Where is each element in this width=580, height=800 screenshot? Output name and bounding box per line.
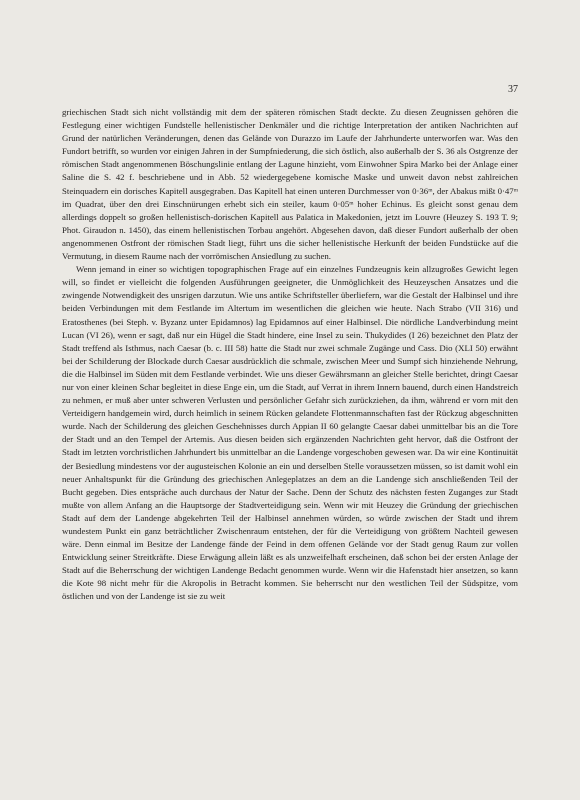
paragraph: griechischen Stadt sich nicht vollständig mit dem der späteren römischen Stadt deckte. Zu diesen Zeugnissen gehören die Festlegung einer wichtigen Fundstelle hellenistischer Denkmäler und die richtige Interpretation der antiken Nachrichten auf Grund der natürlichen Veränderungen, denen das Gelände von Durazzo im Laufe der Jahrhunderte unterworfen war. Was den Fundort betrifft, so wurden vor einigen Jahren in der Sumpfniederung, die sich östlich, also außerhalb der S. 36 als Ostgrenze der römischen Stadt angenommenen Böschungslinie entlang der Lagune hinzieht, vom Einwohner Spira Marko bei der Anlage einer Saline die S. 42 f. beschriebene und in Abb. 52 wiedergegebene komische Maske und unweit davon nebst zahlreichen Steinquadern ein dorisches Kapitell ausgegraben. Das Kapitell hat einen unteren Durchmesser von 0·36ᵐ, der Abakus mißt 0·47ᵐ im Quadrat, über den drei Einschnürungen erhebt sich ein steiler, kaum 0·05ᵐ hoher Echinus. Es gleicht sonst genau dem allerdings doppelt so großen hellenistisch-dorischen Kapitell aus Palatica in Makedonien, jetzt im Louvre (Heuzey S. 193 T. 9; Phot. Giraudon n. 1450), das einem hellenistischen Torbau angehört. Abgesehen davon, daß dieser Fundort außerhalb der oben angenommenen Ostfront der römischen Stadt liegt, führt uns die sicher hellenistische Herkunft der beiden Fundstücke auf die Vermutung, in diesem Raume nach der vorrömischen Ansiedlung zu suchen. bbox=[62, 107, 518, 262]
page-number: 37 bbox=[508, 84, 518, 95]
body-text bbox=[62, 106, 518, 604]
paragraph: Wenn jemand in einer so wichtigen topographischen Frage auf ein einzelnes Fundzeugnis kein allzugroßes Gewicht legen will, so findet er vielleicht die folgenden Ausführungen geeigneter, die Unmöglichkeit des Heuzeyschen Ansatzes und die zwingende Notwendigkeit des unsrigen darzutun. Wie uns antike Schriftsteller überliefern, war die Gestalt der Halbinsel und ihre beiden Verbindungen mit dem Festlande im Altertum im wesentlichen die gleichen wie heute. Nach Strabo (VII 316) und Eratosthenes (bei Steph. v. Byzanz unter Epidamnos) lag Epidamnos auf einer Halbinsel. Die nördliche Landverbindung meint Lucan (VI 26), wenn er sagt, daß nur ein Hügel die Stadt hindere, eine Insel zu sein. Thukydides (I 26) bezeichnet den Platz der Stadt treffend als Isthmus, nach Caesar (b. c. III 58) hatte die Stadt nur zwei schmale Zugänge und Cass. Dio (XLI 50) erwähnt bei der Schilderung der Blockade durch Caesar ausdrücklich die schmale, zwischen Meer und Sumpf sich hinziehende Nehrung, die die Halbinsel im Süden mit dem Festlande verbindet. Wie uns dieser Gewährsmann an gleicher Stelle berichtet, dringt Caesar nur von einer kleinen Schar begleitet in diese Enge ein, um die Stadt, auf Verrat in ihrem Innern bauend, durch einen Handstreich zu nehmen, er muß aber unter schweren Verlusten und persönlicher Gefahr sich zurückziehen, da ihm, während er vorn mit den Verteidigern handgemein wird, durch heimlich in seinem Rücken gelandete Flottenmannschaften fast der Rückzug abgeschnitten wurde. Nach der Schilderung des gleichen Geschehnisses durch Appian II 60 gelangte Caesar dabei unmittelbar bis an die Tore der Stadt und an den Tempel der Artemis. Aus diesen beiden sich ergänzenden Nachrichten geht hervor, daß die Ostfront der Stadt im letzten vorchristlichen Jahrhundert bis unmittelbar an die Landenge vorgeschoben gewesen war. Da wir eine Kontinuität der Besiedlung mindestens vor der augusteischen Kolonie an ein und derselben Stelle voraussetzen müssen, so ist damit wohl ein neuer Anhaltspunkt für die Gründung des griechischen Anlegeplatzes an dem an die Landenge sich anschließenden Teil der Bucht gegeben. Dies entspräche auch durchaus der Natur der Sache. Denn der Schutz des nächsten festen Zuganges zur Stadt mußte von allem Anfang an die Hauptsorge der Stadtverteidigung sein. Wenn wir mit Heuzey die Gründung der griechischen Stadt auf dem der Landenge abgekehrten Teil der Halbinsel annehmen würden, so würde zwischen der Stadt und ihrem wundestem Punkt ein ganz beträchtlicher Zwischenraum entstehen, der für die Verteidigung von größtem Nachteil gewesen wäre. Denn einmal im Besitze der Landenge fände der Feind in dem offenen Gelände vor der Stadt genug Raum zur vollen Entwicklung seiner Streitkräfte. Diese Erwägung allein läßt es als unzweifelhaft erscheinen, daß schon bei der ersten Anlage der Stadt auf die Beherrschung der wichtigen Landenge Bedacht genommen wurde. Wenn wir die Hafenstadt hier ansetzen, so kann die Kote 98 nicht mehr für die Akropolis in Betracht kommen. Sie beherrscht nur den westlichen Teil der Südspitze, vom östlichen und von der Landenge ist sie zu weit bbox=[62, 264, 518, 602]
